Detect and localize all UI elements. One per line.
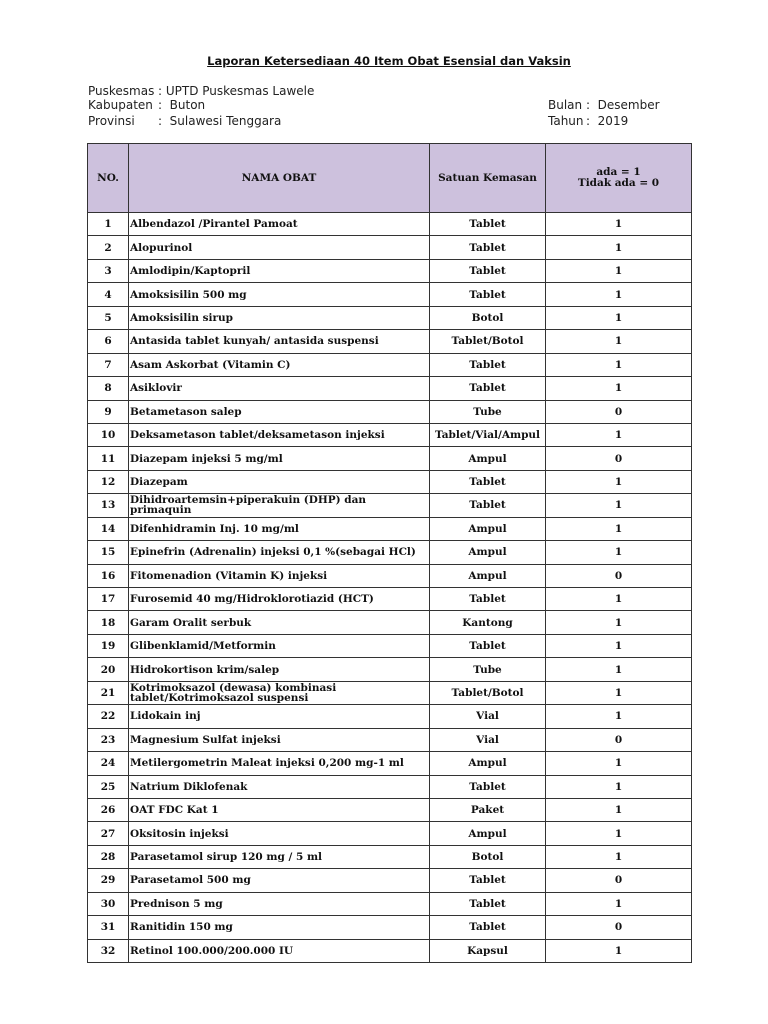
packaging-unit: Tablet: [430, 353, 546, 376]
table-row: [88, 517, 692, 540]
availability-value: 1: [546, 611, 692, 634]
medicine-name: Furosemid 40 mg/Hidroklorotiazid (HCT): [129, 588, 430, 611]
availability-value: 1: [546, 658, 692, 681]
row-number: 16: [88, 564, 129, 587]
availability-value: 0: [546, 447, 692, 470]
availability-value: 1: [546, 353, 692, 376]
availability-value: 1: [546, 939, 692, 962]
medicine-name: Amlodipin/Kaptopril: [129, 259, 430, 282]
medicine-name: Antasida tablet kunyah/ antasida suspensi: [129, 330, 430, 353]
table-row: [88, 377, 692, 400]
row-number: 18: [88, 611, 129, 634]
table-row: [88, 423, 692, 446]
table-row: [88, 939, 692, 962]
header-availability-line1: ada = 1: [596, 166, 641, 178]
medicine-name: Albendazol /Pirantel Pamoat: [129, 213, 430, 236]
row-number: 27: [88, 822, 129, 845]
table-row: [88, 845, 692, 868]
medicine-name: Diazepam injeksi 5 mg/ml: [129, 447, 430, 470]
availability-value: 1: [546, 798, 692, 821]
packaging-unit: Paket: [430, 798, 546, 821]
availability-value: 1: [546, 541, 692, 564]
availability-value: 1: [546, 259, 692, 282]
table-row: [88, 494, 692, 517]
row-number: 5: [88, 306, 129, 329]
row-number: 29: [88, 869, 129, 892]
puskesmas-label: Puskesmas: [88, 84, 155, 98]
table-row: [88, 611, 692, 634]
medicine-name: Diazepam: [129, 470, 430, 493]
packaging-unit: Tablet: [430, 470, 546, 493]
packaging-unit: Tablet: [430, 213, 546, 236]
packaging-unit: Kantong: [430, 611, 546, 634]
row-number: 25: [88, 775, 129, 798]
medicine-name: Amoksisilin sirup: [129, 306, 430, 329]
header-availability-line2: Tidak ada = 0: [577, 177, 660, 189]
availability-value: 1: [546, 588, 692, 611]
packaging-unit: Tablet: [430, 259, 546, 282]
table-row: [88, 681, 692, 704]
kabupaten-value: : Buton: [158, 98, 206, 112]
packaging-unit: Tablet/Botol: [430, 681, 546, 704]
medicine-name: Lidokain inj: [129, 705, 430, 728]
medicine-name: Retinol 100.000/200.000 IU: [129, 939, 430, 962]
availability-value: 1: [546, 470, 692, 493]
packaging-unit: Ampul: [430, 541, 546, 564]
medicine-name: Fitomenadion (Vitamin K) injeksi: [129, 564, 430, 587]
availability-value: 1: [546, 822, 692, 845]
packaging-unit: Tube: [430, 658, 546, 681]
packaging-unit: Botol: [430, 306, 546, 329]
packaging-unit: Tablet: [430, 916, 546, 939]
medicine-name: Hidrokortison krim/salep: [129, 658, 430, 681]
row-number: 32: [88, 939, 129, 962]
packaging-unit: Kapsul: [430, 939, 546, 962]
table-row: [88, 658, 692, 681]
packaging-unit: Vial: [430, 728, 546, 751]
medicine-name: Glibenklamid/Metformin: [129, 634, 430, 657]
packaging-unit: Ampul: [430, 752, 546, 775]
row-number: 14: [88, 517, 129, 540]
availability-value: 1: [546, 634, 692, 657]
row-number: 19: [88, 634, 129, 657]
availability-value: 1: [546, 213, 692, 236]
medicine-name: Amoksisilin 500 mg: [129, 283, 430, 306]
table-row: [88, 353, 692, 376]
availability-value: 1: [546, 377, 692, 400]
tahun-value: : 2019: [586, 114, 629, 128]
header-availability: [546, 144, 692, 213]
table-row: [88, 400, 692, 423]
table-row: [88, 564, 692, 587]
row-number: 23: [88, 728, 129, 751]
medicine-name: Magnesium Sulfat injeksi: [129, 728, 430, 751]
row-number: 9: [88, 400, 129, 423]
medicine-name: Deksametason tablet/deksametason injeksi: [129, 423, 430, 446]
table-row: [88, 283, 692, 306]
tahun-label: Tahun: [548, 114, 584, 128]
availability-value: 1: [546, 330, 692, 353]
row-number: 10: [88, 423, 129, 446]
packaging-unit: Tablet/Botol: [430, 330, 546, 353]
medicine-name: Ranitidin 150 mg: [129, 916, 430, 939]
medicine-name: Difenhidramin Inj. 10 mg/ml: [129, 517, 430, 540]
kabupaten-label: Kabupaten: [88, 98, 153, 112]
table-row: [88, 892, 692, 915]
packaging-unit: Tablet: [430, 892, 546, 915]
medicine-name: Alopurinol: [129, 236, 430, 259]
medicine-name: Metilergometrin Maleat injeksi 0,200 mg-1 ml: [129, 752, 430, 775]
packaging-unit: Tablet: [430, 588, 546, 611]
kabupaten-line: [88, 98, 205, 112]
table-row: [88, 752, 692, 775]
medicine-name: OAT FDC Kat 1: [129, 798, 430, 821]
availability-value: 1: [546, 845, 692, 868]
row-number: 2: [88, 236, 129, 259]
medicine-name: Betametason salep: [129, 400, 430, 423]
puskesmas-line: [88, 84, 314, 98]
table-row: [88, 822, 692, 845]
packaging-unit: Tablet: [430, 775, 546, 798]
medicine-name: Garam Oralit serbuk: [129, 611, 430, 634]
packaging-unit: Tablet: [430, 377, 546, 400]
table-row: [88, 705, 692, 728]
row-number: 13: [88, 494, 129, 517]
medicine-name: Oksitosin injeksi: [129, 822, 430, 845]
availability-value: 0: [546, 916, 692, 939]
availability-value: 0: [546, 564, 692, 587]
row-number: 1: [88, 213, 129, 236]
table-row: [88, 470, 692, 493]
row-number: 26: [88, 798, 129, 821]
medicine-name: Kotrimoksazol (dewasa) kombinasi tablet/Kotrimoksazol suspensi: [129, 681, 430, 704]
packaging-unit: Ampul: [430, 517, 546, 540]
header-name: NAMA OBAT: [129, 144, 430, 213]
tahun-line: [548, 114, 628, 128]
packaging-unit: Tube: [430, 400, 546, 423]
table-row: [88, 798, 692, 821]
table-row: [88, 236, 692, 259]
packaging-unit: Tablet: [430, 236, 546, 259]
availability-value: 1: [546, 517, 692, 540]
availability-value: 1: [546, 681, 692, 704]
row-number: 30: [88, 892, 129, 915]
medicine-name: Natrium Diklofenak: [129, 775, 430, 798]
table-row: [88, 775, 692, 798]
medicine-name: Asam Askorbat (Vitamin C): [129, 353, 430, 376]
medicine-name: Asiklovir: [129, 377, 430, 400]
provinsi-line: [88, 114, 281, 128]
row-number: 6: [88, 330, 129, 353]
packaging-unit: Ampul: [430, 447, 546, 470]
medicine-name: Dihidroartemsin+piperakuin (DHP) dan primaquin: [129, 494, 430, 517]
packaging-unit: Ampul: [430, 564, 546, 587]
availability-value: 1: [546, 892, 692, 915]
row-number: 4: [88, 283, 129, 306]
row-number: 3: [88, 259, 129, 282]
medicine-name: Parasetamol 500 mg: [129, 869, 430, 892]
table-header-row: [88, 144, 692, 213]
row-number: 21: [88, 681, 129, 704]
availability-value: 1: [546, 306, 692, 329]
table-row: [88, 330, 692, 353]
availability-value: 1: [546, 423, 692, 446]
table-body: [88, 213, 692, 963]
row-number: 12: [88, 470, 129, 493]
packaging-unit: Tablet: [430, 494, 546, 517]
availability-value: 1: [546, 494, 692, 517]
row-number: 24: [88, 752, 129, 775]
header-no: NO.: [88, 144, 129, 213]
header-unit: Satuan Kemasan: [430, 144, 546, 213]
row-number: 22: [88, 705, 129, 728]
table-row: [88, 869, 692, 892]
provinsi-value: : Sulawesi Tenggara: [158, 114, 282, 128]
row-number: 31: [88, 916, 129, 939]
medicine-name: Epinefrin (Adrenalin) injeksi 0,1 %(sebagai HCl): [129, 541, 430, 564]
row-number: 15: [88, 541, 129, 564]
packaging-unit: Vial: [430, 705, 546, 728]
table-row: [88, 213, 692, 236]
report-title: Laporan Ketersediaan 40 Item Obat Esensial dan Vaksin: [207, 54, 571, 68]
packaging-unit: Tablet: [430, 869, 546, 892]
provinsi-label: Provinsi: [88, 114, 135, 128]
table-row: [88, 259, 692, 282]
medicine-table: [87, 143, 692, 963]
availability-value: 0: [546, 728, 692, 751]
availability-value: 1: [546, 775, 692, 798]
packaging-unit: Tablet/Vial/Ampul: [430, 423, 546, 446]
availability-value: 1: [546, 236, 692, 259]
row-number: 20: [88, 658, 129, 681]
medicine-name: Parasetamol sirup 120 mg / 5 ml: [129, 845, 430, 868]
packaging-unit: Tablet: [430, 283, 546, 306]
table-row: [88, 447, 692, 470]
table-row: [88, 634, 692, 657]
row-number: 8: [88, 377, 129, 400]
bulan-value: : Desember: [586, 98, 660, 112]
table-row: [88, 916, 692, 939]
packaging-unit: Tablet: [430, 634, 546, 657]
table-row: [88, 306, 692, 329]
availability-value: 1: [546, 752, 692, 775]
availability-value: 0: [546, 869, 692, 892]
packaging-unit: Botol: [430, 845, 546, 868]
availability-value: 1: [546, 283, 692, 306]
packaging-unit: Ampul: [430, 822, 546, 845]
medicine-name: Prednison 5 mg: [129, 892, 430, 915]
bulan-line: [548, 98, 660, 112]
row-number: 17: [88, 588, 129, 611]
table-row: [88, 588, 692, 611]
row-number: 28: [88, 845, 129, 868]
puskesmas-value: : UPTD Puskesmas Lawele: [158, 84, 315, 98]
availability-value: 1: [546, 705, 692, 728]
availability-value: 0: [546, 400, 692, 423]
row-number: 11: [88, 447, 129, 470]
table-row: [88, 541, 692, 564]
table-row: [88, 728, 692, 751]
bulan-label: Bulan: [548, 98, 583, 112]
row-number: 7: [88, 353, 129, 376]
